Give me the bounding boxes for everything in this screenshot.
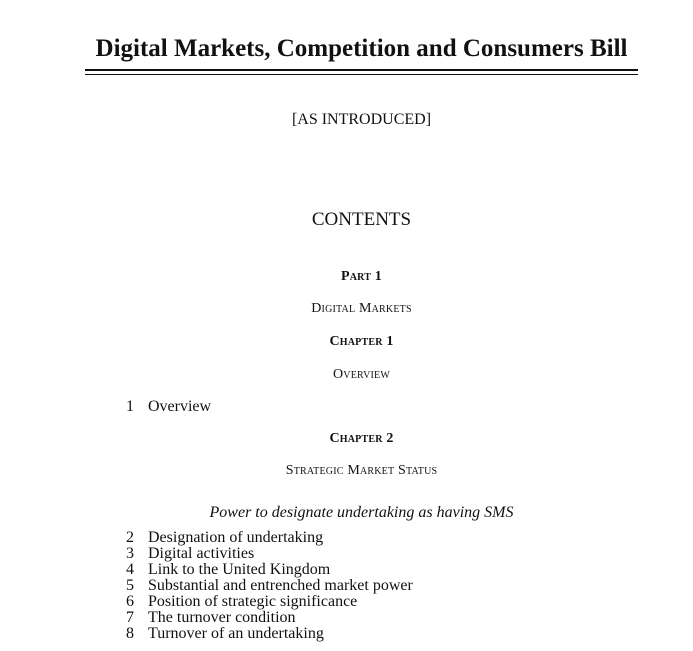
- toc-item-text[interactable]: Turnover of an undertaking: [148, 625, 324, 642]
- toc-item-text[interactable]: Link to the United Kingdom: [148, 561, 331, 578]
- toc-item[interactable]: [110, 626, 324, 642]
- toc-item-number: 7: [126, 609, 134, 626]
- toc-item[interactable]: [110, 562, 330, 578]
- title-rule-thin: [85, 74, 638, 75]
- title-rule-thick: [85, 69, 638, 71]
- toc-item-text[interactable]: Substantial and entrenched market power: [148, 577, 413, 594]
- chapter-1-name: Overview: [332, 367, 390, 382]
- toc-item[interactable]: [110, 530, 323, 546]
- toc-item-number: 8: [126, 625, 134, 642]
- toc-item-number: 5: [126, 577, 134, 594]
- toc-item-number: 3: [126, 545, 134, 562]
- bill-status: [AS INTRODUCED]: [291, 111, 432, 128]
- toc-item-number: 4: [126, 561, 134, 578]
- contents-heading: CONTENTS: [311, 209, 412, 230]
- toc-item-text[interactable]: Overview: [148, 398, 212, 415]
- bill-title: Digital Markets, Competition and Consumers Bill: [95, 35, 628, 62]
- toc-item-number: 1: [126, 398, 134, 415]
- toc-item[interactable]: [110, 610, 296, 626]
- chapter-2-name: Strategic Market Status: [285, 463, 438, 478]
- toc-item-number: 2: [126, 529, 134, 546]
- toc-item-text[interactable]: Designation of undertaking: [148, 529, 324, 546]
- crosshead: Power to designate undertaking as having SMS: [209, 504, 514, 521]
- part-label: Part 1: [340, 269, 382, 284]
- part-name: Digital Markets: [311, 301, 412, 316]
- toc-item-number: 6: [126, 593, 134, 610]
- chapter-2-label: Chapter 2: [329, 431, 394, 446]
- toc-item-text[interactable]: Digital activities: [148, 545, 255, 562]
- toc-item[interactable]: [110, 594, 357, 610]
- toc-item[interactable]: [110, 578, 413, 594]
- toc-item-text[interactable]: Position of strategic significance: [148, 593, 358, 610]
- toc-item-text[interactable]: The turnover condition: [148, 609, 296, 626]
- toc-item[interactable]: [110, 546, 254, 562]
- toc-item[interactable]: [110, 399, 211, 415]
- chapter-1-label: Chapter 1: [329, 334, 394, 349]
